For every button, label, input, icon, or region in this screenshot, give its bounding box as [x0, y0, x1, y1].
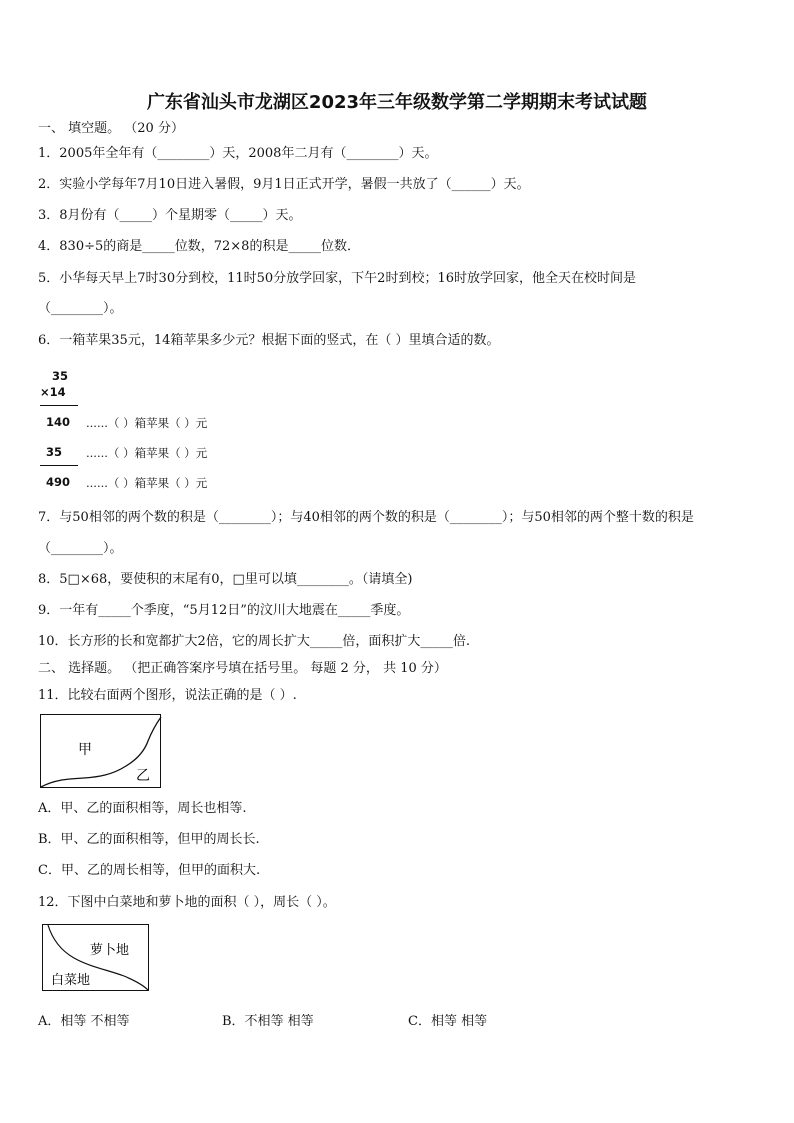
calc-rule [40, 465, 78, 466]
question-4: 4．830÷5的商是_____位数，72×8的积是_____位数． [38, 239, 360, 254]
question-3: 3．8月份有（_____）个星期零（_____）天。 [38, 208, 302, 223]
q11-option-b: B．甲、乙的面积相等，但甲的周长长. [38, 832, 260, 847]
calc-multiplier: ×14 [40, 385, 66, 399]
question-7-line-1: 7．与50相邻的两个数的积是（________）；与40相邻的两个数的积是（________）；与50相邻的两个整十数的积是 [38, 510, 694, 525]
question-8: 8．5□×68，要使积的末尾有0，□里可以填________。（请填全) [38, 572, 413, 587]
question-5-line-2: （________）。 [38, 301, 123, 316]
question-9: 9．一年有_____个季度，“5月12日”的汶川大地震在_____季度。 [38, 603, 410, 618]
calc-partial-1: 140 [46, 415, 71, 429]
question-2: 2．实验小学每年7月10日进入暑假，9月1日正式开学，暑假一共放了（______）天。 [38, 177, 530, 192]
question-6: 6．一箱苹果35元，14箱苹果多少元？根据下面的竖式，在（ ）里填合适的数。 [38, 333, 500, 348]
q11-option-a: A．甲、乙的面积相等，周长也相等. [38, 801, 247, 816]
q12-label-baicai: 白菜地 [51, 973, 91, 988]
q12-label-luobo: 萝卜地 [90, 943, 130, 958]
q12-option-a: A．相等 不相等 [38, 1014, 130, 1029]
question-5-line-1: 5．小华每天早上7时30分到校，11时50分放学回家，下午2时到校；16时放学回家，他全天在校时间是 [38, 271, 636, 286]
calc-product: 490 [46, 475, 71, 489]
calc-partial-2-label: ......（ ）箱苹果（ ）元 [86, 446, 208, 460]
q11-figure [40, 714, 162, 790]
question-10: 10．长方形的长和宽都扩大2倍，它的周长扩大_____倍，面积扩大_____倍. [38, 634, 470, 649]
calc-partial-1-label: ......（ ）箱苹果（ ）元 [86, 416, 208, 430]
calc-partial-2: 35 [46, 445, 63, 459]
q11-label-jia: 甲 [78, 742, 92, 758]
section-1-heading: 一、 填空题。 （20 分） [38, 121, 184, 136]
question-7-line-2: （________）。 [38, 541, 123, 556]
question-1: 1．2005年全年有（________）天，2008年二月有（________）天。 [38, 146, 438, 161]
q12-option-c: C．相等 相等 [408, 1014, 488, 1029]
page-title: 广东省汕头市龙湖区2023年三年级数学第二学期期末考试试题 [146, 92, 648, 113]
calc-rule [40, 405, 78, 406]
calc-product-label: ......（ ）箱苹果（ ）元 [86, 476, 208, 490]
q12-figure [42, 924, 150, 992]
section-2-heading: 二、 选择题。 （把正确答案序号填在括号里。 每题 2 分， 共 10 分） [38, 661, 447, 676]
q11-option-c: C．甲、乙的周长相等，但甲的面积大. [38, 863, 261, 878]
q12-option-b: B．不相等 相等 [222, 1014, 314, 1029]
q11-label-yi: 乙 [136, 768, 150, 784]
calc-top-number: 35 [52, 369, 69, 383]
question-11: 11．比较右面两个图形，说法正确的是（ ）. [38, 688, 297, 703]
question-12: 12．下图中白菜地和萝卜地的面积（ ），周长（ ）。 [38, 895, 336, 910]
